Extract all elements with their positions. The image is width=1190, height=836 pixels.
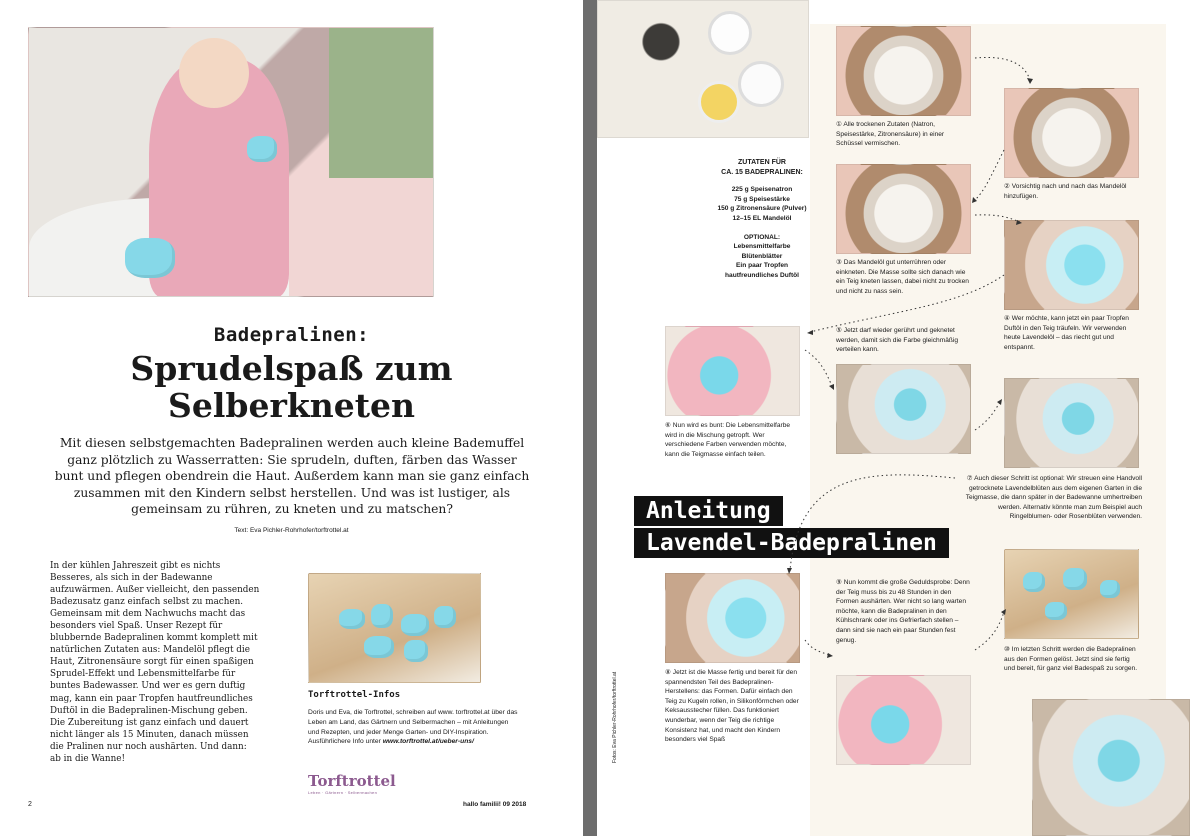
- step-2-photo: [1004, 88, 1139, 178]
- ingredients-list: [687, 158, 837, 281]
- author-credit: Text: Eva Pichler-Rohrhofer/torftrottel.at: [234, 527, 349, 534]
- step-4-text: [1004, 314, 1139, 352]
- step-description: Wer möchte, kann jetzt ein paar Tropfen Duftöl in den Teig träufeln. Wir verwenden heute Lavendelöl – das riecht gut und entspannt.: [1004, 315, 1129, 351]
- step-description: Das Mandelöl gut unterrühren oder einkneten. Die Masse sollte sich danach wie ein Teig kneten lassen, dabei nicht zu trocken und nicht zu nass sein.: [836, 259, 969, 295]
- step-7-text: [960, 474, 1142, 522]
- info-box-more-label: Ausführlichere Info unter: [308, 738, 381, 746]
- instructions-banner-line-1: Anleitung: [634, 496, 783, 526]
- optional-item: Blütenblätter: [741, 252, 783, 260]
- step-number: ③: [836, 259, 842, 266]
- step-number: ⑧: [665, 669, 671, 676]
- ingredients-heading: [687, 158, 837, 177]
- step-6-text: [665, 421, 800, 459]
- info-box-text: [308, 708, 518, 747]
- step-6-photo: [665, 326, 800, 416]
- headline-line-2: Selberkneten: [168, 386, 415, 425]
- step-description: Alle trockenen Zutaten (Natron, Speisestärke, Zitronensäure) in einer Schüssel vermischen.: [836, 121, 945, 148]
- step-number: ⑥: [665, 422, 671, 429]
- ingredient-item: 75 g Speisestärke: [734, 195, 790, 203]
- step-description: Nun wird es bunt: Die Lebensmittelfarbe wird in die Mischung getropft. Wer verschiedene Farben verwenden möchte, kann die Teigmasse einfach teilen.: [665, 422, 791, 458]
- article-body: In der kühlen Jahreszeit gibt es nichts Besseres, als sich in der Badewanne aufzuwärmen. Außer vielleicht, den passenden Badezusatz ganz einfach selbst zu machen. Gemeinsam mit dem Nachwuchs macht das besonders viel Spaß. Unser Rezept für blubbernde Badepralinen kommt komplett mit natürlichen Zutaten aus: Mandelöl pflegt die Haut, Zitronensäure sorgt für einen spaßigen Sprudel-Effekt und Lebensmittelfarbe für buntes Badewasser. Und wer es gern duftig mag, kann ein paar Tropfen hautfreundliches Duftöl in die Badepralinen-Mischung geben. Die Zubereitung ist ganz einfach und dauert nicht länger als 15 Minuten, danach müssen die Pralinen nur noch aushärten. Und dann: ab in die Wanne!: [50, 561, 260, 764]
- step-5-text: [836, 326, 971, 355]
- step-5-photo: [836, 364, 971, 454]
- step-number: ⑩: [1004, 646, 1010, 653]
- photo-credit: [608, 655, 618, 765]
- step-description: Jetzt ist die Masse fertig und bereit für den spannendsten Teil des Badepralinen-Herstellens: das Formen. Dafür einfach den Teig zu Kugeln rollen, in Silikonförmchen oder Keksausstecher füllen. Das funktioniert wunderbar, wenn der Teig die richtige Konsistenz hat, und macht den Kindern besonders viel Spaß: [665, 669, 799, 744]
- step-number: ①: [836, 121, 842, 128]
- step-number: ②: [1004, 183, 1010, 190]
- step-3-photo: [836, 164, 971, 254]
- step-9-photo: [836, 675, 971, 765]
- step-number: ⑦: [966, 475, 973, 482]
- optional-item: Lebensmittelfarbe: [733, 243, 791, 251]
- step-number: ⑨: [836, 579, 842, 586]
- step-number: ⑤: [836, 327, 842, 334]
- left-page: [0, 0, 583, 836]
- ingredient-item: 225 g Speisenatron: [731, 186, 793, 194]
- step-8-text: [665, 668, 805, 745]
- step-description: Vorsichtig nach und nach das Mandelöl hinzufügen.: [1004, 183, 1127, 200]
- info-box-description: Doris und Eva, die Torftrottel, schreiben auf www. torftrottel.at über das Leben am Land, das Gärtnern und Selbermachen – mit Anleitungen und Rezepten, und jeder Menge Garten- und DIY-Inspiration.: [308, 709, 518, 736]
- hero-photo-child-with-bath-bomb: [28, 27, 434, 297]
- step-9-text: [836, 578, 971, 645]
- info-box-url[interactable]: www.torftrottel.at/ueber-uns/: [382, 738, 474, 746]
- photo-credit-text: Fotos: Eva Pichler-Rohrhofer/torftrottel.at: [612, 671, 618, 763]
- article-lede: Mit diesen selbstgemachten Badepralinen werden auch kleine Bademuffel ganz plötzlich zu Wasserratten: Sie sprudeln, duften, färben das Wasser bunt und pflegen obendrein die Haut. Außerdem kann man sie ganz einfach zusammen mit den Kindern selbst herstellen. Und was ist lustiger, als gemeinsam zu rühren, zu kneten und zu matschen?: [54, 436, 530, 516]
- step-1-text: [836, 120, 971, 149]
- step-7-photo: [1004, 378, 1139, 468]
- step-description: Jetzt darf wieder gerührt und geknetet werden, damit sich die Farbe gleichmäßig verteilen kann.: [836, 327, 959, 354]
- ingredients-heading-line-2: CA. 15 BADEPRALINEN:: [721, 168, 803, 176]
- step-2-text: [1004, 182, 1139, 201]
- optional-heading: OPTIONAL:: [743, 233, 781, 241]
- step-10-text: [1004, 645, 1139, 674]
- headline-line-1: Sprudelspaß zum: [130, 349, 453, 388]
- optional-item: Ein paar Tropfen: [735, 262, 789, 270]
- optional-item: hautfreundliches Duftöl: [725, 271, 799, 279]
- step-description: Auch dieser Schritt ist optional: Wir streuen eine Handvoll getrocknete Lavendelblüten aus dem eigenen Garten in die Teigmasse, die dann später in der Badewanne umhertreiben werden. Alternativ könnte man zum Beispiel auch Ringelblumen- oder Rosenblüten verwenden.: [965, 475, 1142, 521]
- step-description: Im letzten Schritt werden die Badepralinen aus den Formen gelöst. Jetzt sind sie fertig und bereit, für ganz viel Badespaß zu sorgen.: [1004, 646, 1138, 673]
- info-box-title: Torftrottel-Infos: [308, 690, 401, 700]
- ingredient-item: 150 g Zitronensäure (Pulver): [717, 205, 807, 213]
- photo-ingredients: [597, 0, 809, 138]
- magazine-footer: hallo familii! 09 2018: [463, 801, 527, 808]
- logo-tagline: Leben · Gärtnern · Selbermachen: [308, 790, 378, 795]
- article-kicker: Badepralinen:: [213, 324, 370, 346]
- step-1-photo: [836, 26, 971, 116]
- logo-wordmark: Torftrottel: [308, 772, 396, 790]
- ingredients-heading-line-1: ZUTATEN FÜR: [738, 159, 786, 166]
- step-10-photo: [1004, 549, 1139, 639]
- photo-finished-bath-bombs: [308, 573, 481, 683]
- step-description: Nun kommt die große Geduldsprobe: Denn der Teig muss bis zu 48 Stunden in den Formen aushärten. Wer nicht so lang warten möchte, kann die Badepralinen in den Kühlschrank oder ins Gefrierfach stellen – dann sind sie nach ein paar Stunden fest genug.: [836, 579, 970, 644]
- step-3-text: [836, 258, 971, 296]
- photo-bath-bomb-in-hands: [1032, 699, 1190, 836]
- step-8-photo: [665, 573, 800, 663]
- page-number: 2: [28, 801, 32, 808]
- torftrottel-logo: [308, 772, 396, 796]
- step-number: ④: [1004, 315, 1010, 322]
- ingredient-item: 12–15 EL Mandelöl: [732, 214, 792, 222]
- instructions-banner-line-2: Lavendel-Badepralinen: [634, 528, 949, 558]
- article-headline: [0, 350, 583, 424]
- step-4-photo: [1004, 220, 1139, 310]
